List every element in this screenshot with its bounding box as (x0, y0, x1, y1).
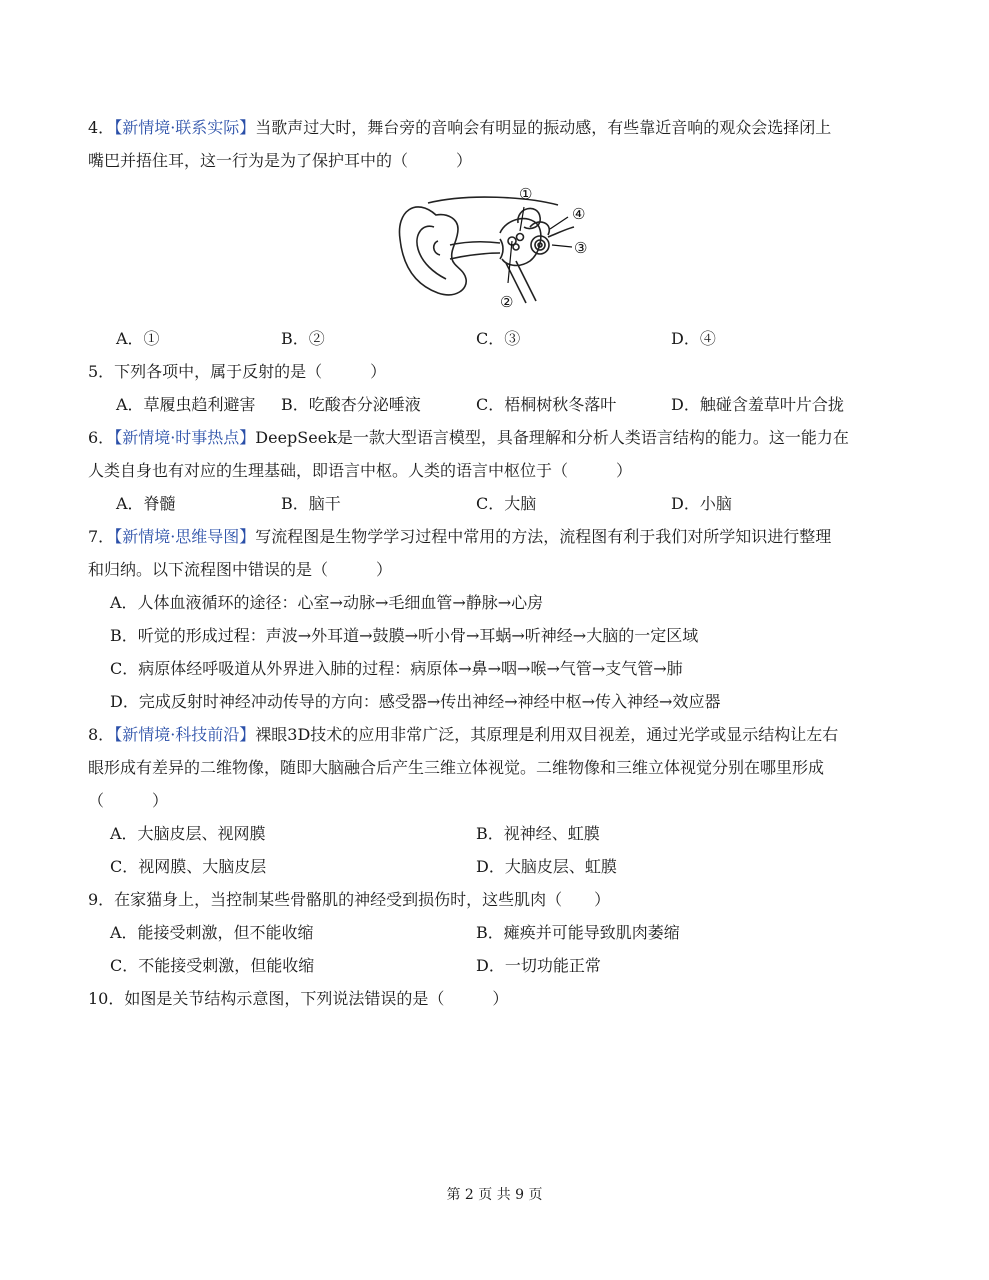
q8-line3: （ ） (88, 791, 169, 810)
q4-tag: 【新情境·联系实际】 (114, 118, 256, 137)
q7-option-c: C．病原体经呼吸道从外界进入肺的过程：病原体→鼻→咽→喉→气管→支气管→肺 (110, 659, 683, 678)
q6-line2: 人类自身也有对应的生理基础，即语言中枢。人类的语言中枢位于（ ） (88, 461, 633, 480)
q7-line1 (88, 527, 899, 547)
q8-option-a: A．大脑皮层、视网膜 (110, 824, 266, 843)
q4-line2: 嘴巴并捂住耳，这一行为是为了保护耳中的（ ） (88, 151, 473, 170)
q8-option-c: C．视网膜、大脑皮层 (110, 857, 267, 876)
q7-tag: 【新情境·思维导图】 (114, 527, 256, 546)
q5-option-a: A．草履虫趋利避害 (116, 395, 256, 414)
fig-label-1: ① (519, 185, 533, 203)
q5-option-d: D．触碰含羞草叶片合拢 (671, 395, 844, 414)
q7-text1: 写流程图是生物学学习过程中常用的方法，流程图有利于我们对所学知识进行整理 (255, 527, 832, 546)
q4-number: 4． (88, 118, 115, 137)
q6-option-a: A．脊髓 (116, 494, 176, 513)
q8-number: 8． (88, 725, 115, 744)
q9-stem: 9．在家猫身上，当控制某些骨骼肌的神经受到损伤时，这些肌肉（ ） (88, 890, 611, 909)
q8-tag: 【新情境·科技前沿】 (114, 725, 256, 744)
q4-option-c: C．③ (476, 329, 521, 348)
q8-option-b: B．视神经、虹膜 (476, 824, 600, 843)
q4-text1: 当歌声过大时，舞台旁的音响会有明显的振动感，有些靠近音响的观众会选择闭上 (255, 118, 832, 137)
ear-structure-figure (388, 183, 608, 315)
q6-tag: 【新情境·时事热点】 (114, 428, 256, 447)
q8-line2: 眼形成有差异的二维物像，随即大脑融合后产生三维立体视觉。二维物像和三维立体视觉分别在哪里形成 (88, 758, 825, 777)
q10-stem: 10．如图是关节结构示意图，下列说法错误的是（ ） (88, 989, 509, 1008)
q4-option-b: B．② (281, 329, 325, 348)
q6-line1 (88, 428, 899, 448)
fig-label-2: ② (500, 293, 514, 311)
q9-option-b: B．瘫痪并可能导致肌肉萎缩 (476, 923, 680, 942)
fig-label-3: ③ (574, 239, 588, 257)
q5-option-b: B．吃酸杏分泌唾液 (281, 395, 421, 414)
q4-option-d: D．④ (671, 329, 716, 348)
q6-option-c: C．大脑 (476, 494, 537, 513)
ear-diagram (388, 183, 608, 315)
q4-option-a: A．① (116, 329, 160, 348)
q7-line2: 和归纳。以下流程图中错误的是（ ） (88, 560, 393, 579)
fig-label-4: ④ (572, 205, 586, 223)
q7-option-d: D．完成反射时神经冲动传导的方向：感受器→传出神经→神经中枢→传入神经→效应器 (110, 692, 721, 711)
q6-option-d: D．小脑 (671, 494, 732, 513)
q7-option-b: B．听觉的形成过程：声波→外耳道→鼓膜→听小骨→耳蜗→听神经→大脑的一定区域 (110, 626, 699, 645)
q6-text1: DeepSeek是一款大型语言模型，具备理解和分析人类语言结构的能力。这一能力在 (255, 428, 849, 447)
q8-option-d: D．大脑皮层、虹膜 (476, 857, 617, 876)
q5-stem: 5．下列各项中，属于反射的是（ ） (88, 362, 387, 381)
q8-line1 (88, 725, 899, 745)
q8-text1: 裸眼3D技术的应用非常广泛，其原理是利用双目视差，通过光学或显示结构让左右 (255, 725, 839, 744)
q7-number: 7． (88, 527, 115, 546)
q9-option-a: A．能接受刺激，但不能收缩 (110, 923, 314, 942)
q7-option-a: A．人体血液循环的途径：心室→动脉→毛细血管→静脉→心房 (110, 593, 544, 612)
q9-option-d: D．一切功能正常 (476, 956, 601, 975)
q5-option-c: C．梧桐树秋冬落叶 (476, 395, 617, 414)
q6-option-b: B．脑干 (281, 494, 341, 513)
page-footer: 第 2 页 共 9 页 (446, 1187, 543, 1203)
q6-number: 6． (88, 428, 115, 447)
q4-line1 (88, 118, 899, 138)
q9-option-c: C．不能接受刺激，但能收缩 (110, 956, 315, 975)
